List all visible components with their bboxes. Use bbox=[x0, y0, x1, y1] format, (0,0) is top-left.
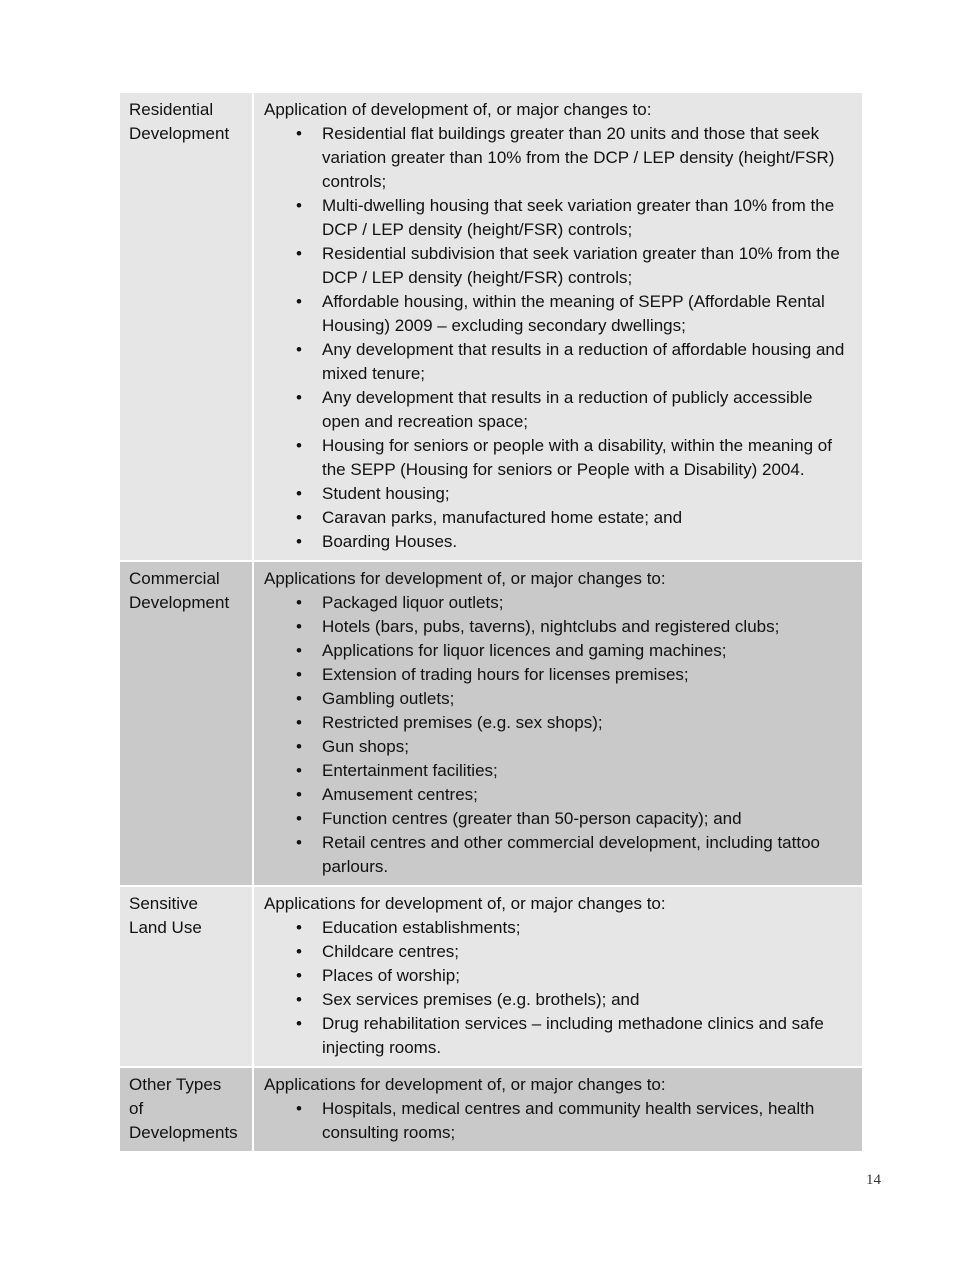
bullet-list bbox=[264, 591, 850, 879]
bullet-icon: • bbox=[296, 593, 302, 612]
list-item bbox=[264, 591, 850, 615]
category-cell bbox=[119, 1067, 253, 1152]
bullet-icon: • bbox=[296, 689, 302, 708]
list-item-text: Sex services premises (e.g. brothels); and bbox=[322, 990, 640, 1009]
bullet-icon: • bbox=[296, 436, 302, 455]
list-item-text: Any development that results in a reduction of affordable housing and mixed tenure; bbox=[322, 340, 845, 383]
list-item bbox=[264, 530, 850, 554]
table-row-other-types bbox=[119, 1067, 863, 1152]
category-cell bbox=[119, 886, 253, 1067]
bullet-icon: • bbox=[296, 1014, 302, 1033]
list-item bbox=[264, 916, 850, 940]
bullet-icon: • bbox=[296, 809, 302, 828]
list-item bbox=[264, 687, 850, 711]
list-item bbox=[264, 242, 850, 290]
bullet-icon: • bbox=[296, 737, 302, 756]
bullet-list bbox=[264, 122, 850, 554]
list-item-text: Residential subdivision that seek variation greater than 10% from the DCP / LEP density (height/FSR) controls; bbox=[322, 244, 840, 287]
list-item-text: Caravan parks, manufactured home estate; and bbox=[322, 508, 683, 527]
list-item bbox=[264, 639, 850, 663]
bullet-icon: • bbox=[296, 990, 302, 1009]
list-item bbox=[264, 783, 850, 807]
list-item bbox=[264, 964, 850, 988]
category-label: Other Types of Developments bbox=[129, 1075, 238, 1142]
bullet-icon: • bbox=[296, 244, 302, 263]
bullet-list bbox=[264, 1097, 850, 1145]
list-item-text: Entertainment facilities; bbox=[322, 761, 498, 780]
intro-text: Applications for development of, or major changes to: bbox=[264, 1075, 666, 1094]
bullet-icon: • bbox=[296, 196, 302, 215]
page-number: 14 bbox=[866, 1172, 881, 1188]
list-item-text: Places of worship; bbox=[322, 966, 460, 985]
bullet-icon: • bbox=[296, 508, 302, 527]
bullet-icon: • bbox=[296, 292, 302, 311]
bullet-icon: • bbox=[296, 340, 302, 359]
list-item-text: Gun shops; bbox=[322, 737, 409, 756]
list-item-text: Education establishments; bbox=[322, 918, 521, 937]
bullet-icon: • bbox=[296, 785, 302, 804]
list-item bbox=[264, 290, 850, 338]
list-item bbox=[264, 122, 850, 194]
intro-text: Application of development of, or major changes to: bbox=[264, 100, 652, 119]
bullet-icon: • bbox=[296, 388, 302, 407]
list-item-text: Amusement centres; bbox=[322, 785, 478, 804]
bullet-icon: • bbox=[296, 942, 302, 961]
description-cell bbox=[253, 92, 863, 561]
bullet-icon: • bbox=[296, 532, 302, 551]
intro-text: Applications for development of, or major changes to: bbox=[264, 894, 666, 913]
category-cell bbox=[119, 561, 253, 886]
list-item bbox=[264, 482, 850, 506]
list-item bbox=[264, 663, 850, 687]
list-item-text: Applications for liquor licences and gaming machines; bbox=[322, 641, 727, 660]
description-cell bbox=[253, 886, 863, 1067]
bullet-icon: • bbox=[296, 918, 302, 937]
bullet-icon: • bbox=[296, 833, 302, 852]
list-item bbox=[264, 988, 850, 1012]
list-item-text: Retail centres and other commercial development, including tattoo parlours. bbox=[322, 833, 820, 876]
list-item-text: Any development that results in a reduction of publicly accessible open and recreation space; bbox=[322, 388, 813, 431]
list-item bbox=[264, 615, 850, 639]
list-item-text: Student housing; bbox=[322, 484, 450, 503]
category-label: Commercial Development bbox=[129, 569, 230, 612]
description-cell bbox=[253, 561, 863, 886]
list-item bbox=[264, 1012, 850, 1060]
list-item-text: Multi-dwelling housing that seek variation greater than 10% from the DCP / LEP density (height/FSR) controls; bbox=[322, 196, 835, 239]
bullet-icon: • bbox=[296, 761, 302, 780]
list-item-text: Drug rehabilitation services – including methadone clinics and safe injecting rooms. bbox=[322, 1014, 824, 1057]
bullet-icon: • bbox=[296, 966, 302, 985]
list-item-text: Residential flat buildings greater than 20 units and those that seek variation greater than 10% from the DCP / LEP density (height/FSR) controls; bbox=[322, 124, 835, 191]
list-item-text: Childcare centres; bbox=[322, 942, 460, 961]
list-item bbox=[264, 338, 850, 386]
list-item-text: Restricted premises (e.g. sex shops); bbox=[322, 713, 603, 732]
list-item bbox=[264, 940, 850, 964]
list-item bbox=[264, 735, 850, 759]
category-cell bbox=[119, 92, 253, 561]
list-item-text: Packaged liquor outlets; bbox=[322, 593, 504, 612]
table-row-residential bbox=[119, 92, 863, 561]
bullet-list bbox=[264, 916, 850, 1060]
description-cell bbox=[253, 1067, 863, 1152]
list-item bbox=[264, 194, 850, 242]
category-label: Sensitive Land Use bbox=[129, 894, 202, 937]
intro-text: Applications for development of, or major changes to: bbox=[264, 569, 666, 588]
bullet-icon: • bbox=[296, 1099, 302, 1118]
category-label: Residential Development bbox=[129, 100, 230, 143]
list-item-text: Function centres (greater than 50-person capacity); and bbox=[322, 809, 742, 828]
bullet-icon: • bbox=[296, 124, 302, 143]
list-item bbox=[264, 831, 850, 879]
list-item bbox=[264, 807, 850, 831]
list-item-text: Boarding Houses. bbox=[322, 532, 458, 551]
list-item-text: Housing for seniors or people with a disability, within the meaning of the SEPP (Housing for seniors or People with a Disability) 2004. bbox=[322, 436, 832, 479]
bullet-icon: • bbox=[296, 617, 302, 636]
list-item bbox=[264, 711, 850, 735]
bullet-icon: • bbox=[296, 641, 302, 660]
list-item-text: Hospitals, medical centres and community health services, health consulting rooms; bbox=[322, 1099, 815, 1142]
development-categories-table bbox=[118, 91, 864, 1153]
table-row-sensitive-land-use bbox=[119, 886, 863, 1067]
list-item bbox=[264, 506, 850, 530]
table-row-commercial bbox=[119, 561, 863, 886]
list-item bbox=[264, 1097, 850, 1145]
bullet-icon: • bbox=[296, 713, 302, 732]
bullet-icon: • bbox=[296, 665, 302, 684]
bullet-icon: • bbox=[296, 484, 302, 503]
list-item-text: Gambling outlets; bbox=[322, 689, 455, 708]
list-item bbox=[264, 759, 850, 783]
list-item-text: Hotels (bars, pubs, taverns), nightclubs and registered clubs; bbox=[322, 617, 780, 636]
list-item-text: Extension of trading hours for licenses premises; bbox=[322, 665, 689, 684]
list-item-text: Affordable housing, within the meaning of SEPP (Affordable Rental Housing) 2009 – excluding secondary dwellings; bbox=[322, 292, 825, 335]
list-item bbox=[264, 386, 850, 434]
list-item bbox=[264, 434, 850, 482]
